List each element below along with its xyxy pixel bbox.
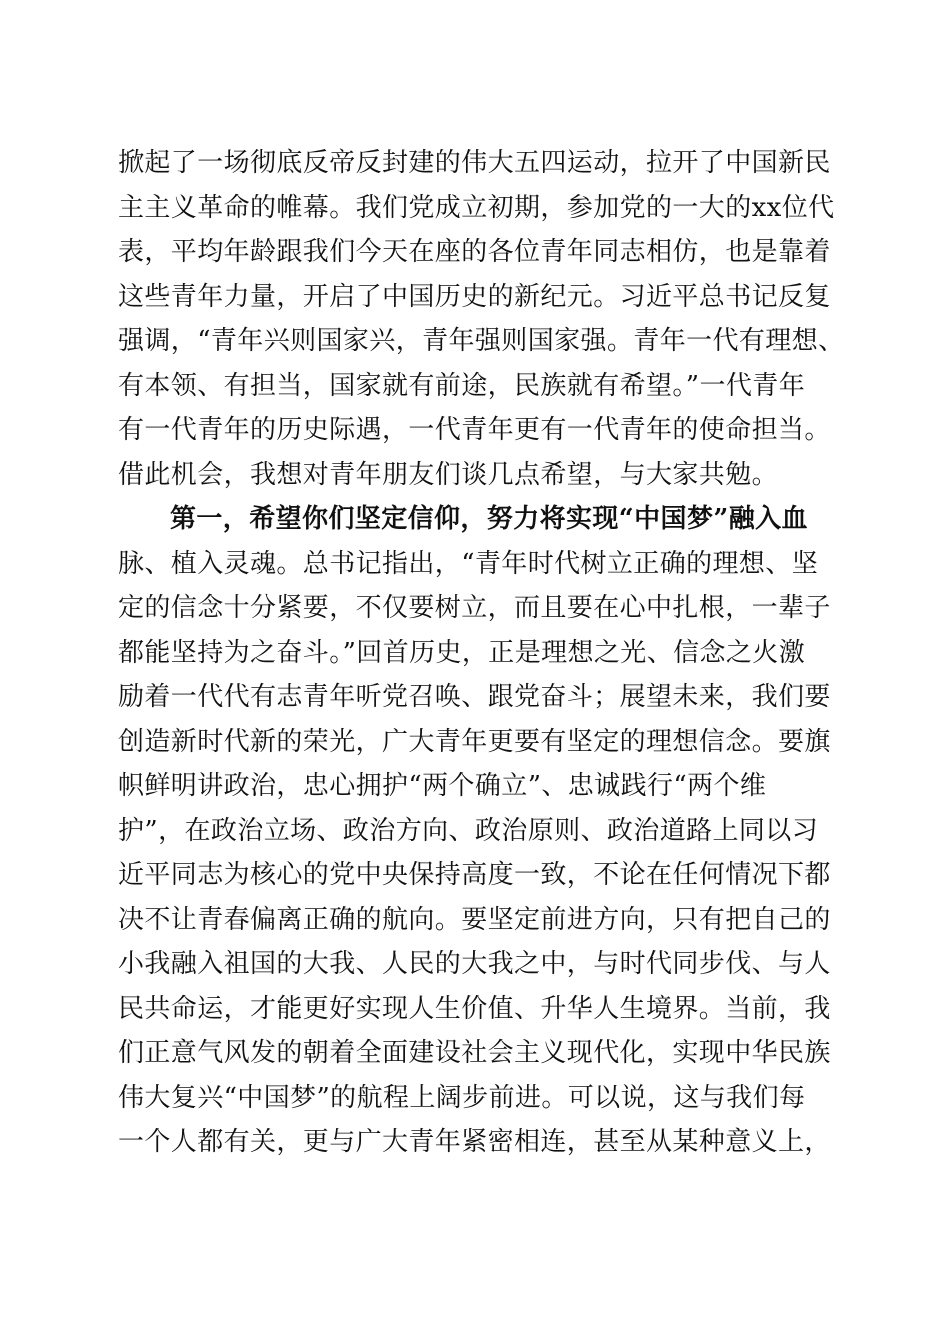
text-line: 掀起了一场彻底反帝反封建的伟大五四运动，拉开了中国新民 — [118, 148, 831, 178]
text-line: 一个人都有关，更与广大青年紧密相连，甚至从某种意义上， — [118, 1127, 831, 1157]
text-line: 定的信念十分紧要，不仅要树立，而且要在心中扎根，一辈子 — [118, 593, 831, 623]
text-line: 有一代青年的历史际遇，一代青年更有一代青年的使命担当。 — [118, 415, 831, 445]
text-line: 小我融入祖国的大我、人民的大我之中，与时代同步伐、与人 — [118, 949, 831, 979]
text-line: 都能坚持为之奋斗。”回首历史，正是理想之光、信念之火激 — [118, 637, 806, 668]
text-line: 强调，“青年兴则国家兴，青年强则国家强。青年一代有理想、 — [118, 326, 845, 356]
text-line: 决不让青春偏离正确的航向。要坚定前进方向，只有把自己的 — [118, 904, 831, 935]
text-line: 创造新时代新的荣光，广大青年更要有坚定的理想信念。要旗 — [118, 726, 831, 757]
text-line: 主主义革命的帷幕。我们党成立初期，参加党的一大的xx位代 — [118, 192, 835, 223]
text-line: 帜鲜明讲政治，忠心拥护“两个确立”、忠诚践行“两个维 — [118, 771, 767, 801]
text-line: 护”，在政治立场、政治方向、政治原则、政治道路上同以习 — [118, 815, 819, 846]
text-line: 伟大复兴“中国梦”的航程上阔步前进。可以说，这与我们每 — [118, 1082, 806, 1113]
section-heading-line: 第一，希望你们坚定信仰，努力将实现“中国梦”融入血 — [170, 504, 808, 534]
text-line: 近平同志为核心的党中央保持高度一致，不论在任何情况下都 — [118, 860, 831, 890]
text-line: 励着一代代有志青年听党召唤、跟党奋斗；展望未来，我们要 — [118, 682, 831, 712]
text-line: 民共命运，才能更好实现人生价值、升华人生境界。当前，我 — [118, 993, 831, 1024]
text-line: 脉、植入灵魂。总书记指出，“青年时代树立正确的理想、坚 — [118, 548, 819, 579]
body-text — [118, 141, 845, 1165]
text-line: 这些青年力量，开启了中国历史的新纪元。习近平总书记反复 — [118, 281, 831, 312]
text-line: 表，平均年龄跟我们今天在座的各位青年同志相仿，也是靠着 — [118, 237, 831, 267]
text-line: 有本领、有担当，国家就有前途，民族就有希望。”一代青年 — [118, 370, 806, 401]
text-line: 们正意气风发的朝着全面建设社会主义现代化，实现中华民族 — [118, 1038, 831, 1068]
text-line: 借此机会，我想对青年朋友们谈几点希望，与大家共勉。 — [118, 459, 779, 490]
